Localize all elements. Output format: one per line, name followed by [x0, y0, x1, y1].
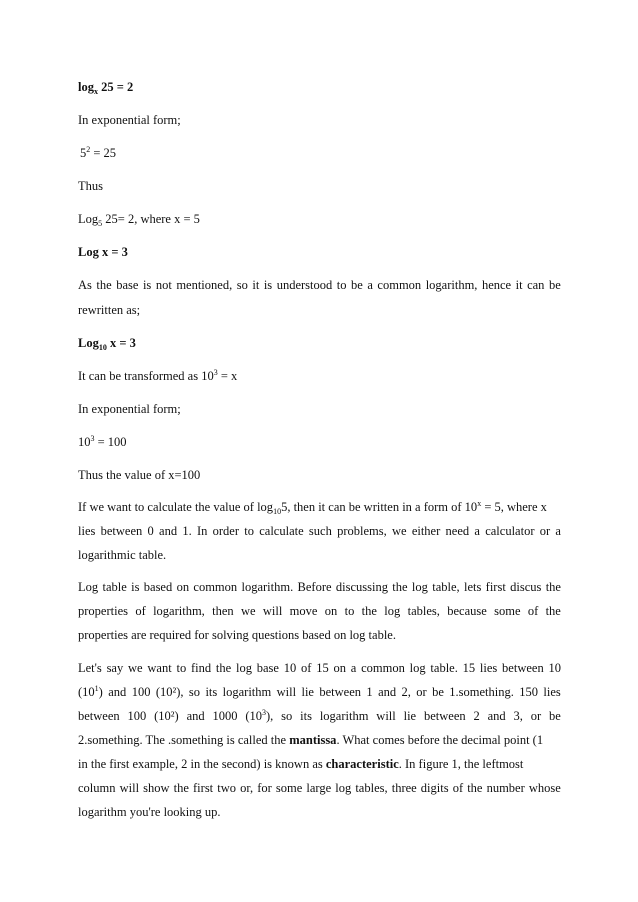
- word: logarithm,: [425, 278, 478, 292]
- word: be: [432, 685, 444, 699]
- word: we: [391, 524, 407, 538]
- word: be: [549, 709, 561, 723]
- word: the: [392, 580, 408, 594]
- word: calculate: [259, 524, 304, 538]
- word: Log: [78, 580, 99, 594]
- word: 2,: [401, 685, 411, 699]
- text-line: Thus the value of x=100: [78, 468, 201, 482]
- word: will: [262, 604, 283, 618]
- word: we: [240, 604, 256, 618]
- word: (10²): [154, 709, 179, 723]
- word: because: [447, 604, 487, 618]
- equation-log5: Log$_5$ 25= 2, where x = 5: [78, 212, 200, 228]
- word: so: [188, 685, 201, 699]
- word: or: [530, 709, 542, 723]
- word: table,: [432, 580, 460, 594]
- word: 150: [519, 685, 539, 699]
- word: first: [485, 580, 506, 594]
- word: 1.something.: [449, 685, 514, 699]
- word: lies: [479, 661, 498, 675]
- word: on: [333, 661, 346, 675]
- word: the: [96, 278, 112, 292]
- word: digits: [420, 781, 449, 795]
- paragraph-line: [78, 524, 561, 539]
- word: common: [377, 278, 422, 292]
- paragraph-line: $(10^1)$ and 100 (10²), so its logarithm will lie between 1 and 2, or be 1.something. 150 lies: [78, 684, 561, 699]
- word: on: [324, 604, 338, 618]
- word: 15: [462, 661, 476, 675]
- word: between: [423, 709, 466, 723]
- word: the: [467, 781, 483, 795]
- word: say: [106, 661, 124, 675]
- word: 10: [283, 661, 297, 675]
- paragraph-line: in the first example, 2 in the second) is known as characteristic. In figure 1, the leftmost: [78, 757, 524, 771]
- word: 1: [366, 685, 373, 699]
- word: 100: [127, 709, 147, 723]
- word: its: [205, 685, 218, 699]
- word: want: [147, 661, 172, 675]
- word: logarithm.: [241, 580, 294, 594]
- paragraph-line: If we want to calculate the value of $\log_{10}5$, then it can be written in a form of $10^x = 5$, where x: [78, 499, 547, 516]
- paragraph-line: logarithmic table.: [78, 548, 167, 562]
- word: 10: [548, 661, 561, 675]
- word: and: [378, 685, 397, 699]
- word: is: [142, 278, 152, 292]
- word: it: [515, 278, 523, 292]
- word: the: [215, 661, 232, 675]
- word: log: [235, 661, 252, 675]
- word: the: [545, 604, 561, 618]
- word: first: [193, 781, 214, 795]
- word: common: [361, 661, 405, 675]
- paragraph-line: properties are required for solving questions based on log table.: [78, 628, 396, 642]
- word: or: [416, 685, 427, 699]
- text-line: Thus: [78, 179, 103, 193]
- word: mentioned,: [176, 278, 233, 292]
- word: (10²),: [155, 685, 184, 699]
- word: either: [411, 524, 441, 538]
- word: 0: [147, 524, 154, 538]
- text-line: It can be transformed as $10^3 = x$: [78, 368, 238, 383]
- word: and: [159, 524, 178, 538]
- paragraph-line: [78, 580, 561, 595]
- word: 1.: [182, 524, 192, 538]
- word: between: [78, 709, 120, 723]
- word: need: [445, 524, 470, 538]
- word: two: [217, 781, 236, 795]
- word: lies: [78, 524, 96, 538]
- word: 15: [316, 661, 329, 675]
- word: between: [319, 685, 362, 699]
- word: of: [301, 661, 312, 675]
- word: not: [155, 278, 172, 292]
- word: some: [494, 604, 521, 618]
- word: tables,: [407, 604, 440, 618]
- word: to: [176, 661, 187, 675]
- word: to: [344, 604, 355, 618]
- word: log: [409, 661, 426, 675]
- word: so: [281, 709, 293, 723]
- word: lets: [463, 580, 482, 594]
- word: and: [487, 709, 506, 723]
- word: discussing: [335, 580, 388, 594]
- word: or: [539, 524, 551, 538]
- equation-log10x3: Log$_{10}$ x = 3: [78, 336, 136, 352]
- word: log: [384, 604, 401, 618]
- word: discus: [510, 580, 542, 594]
- word: will: [276, 685, 297, 699]
- word: 2: [473, 709, 480, 723]
- word: so: [236, 278, 248, 292]
- word: such: [308, 524, 332, 538]
- word: some: [275, 781, 303, 795]
- word: a: [350, 661, 357, 675]
- word: to: [336, 278, 347, 292]
- paragraph-line: logarithm you're looking up.: [78, 805, 221, 819]
- paragraph-line: 2.something. The .something is called the mantissa. What comes before the decimal point (1: [78, 733, 544, 747]
- paragraph-line: [78, 278, 561, 293]
- word: understood: [276, 278, 333, 292]
- word: move: [289, 604, 318, 618]
- word: tables,: [355, 781, 388, 795]
- word: Let's: [78, 661, 102, 675]
- word: find: [190, 661, 212, 675]
- word: hence: [481, 278, 512, 292]
- word: of: [135, 604, 146, 618]
- word: the: [173, 781, 189, 795]
- word: table.: [430, 661, 458, 675]
- text-line: In exponential form;: [78, 402, 181, 416]
- equation-logx3: Log x = 3: [78, 245, 128, 259]
- word: a: [367, 278, 373, 292]
- word: log: [335, 781, 352, 795]
- word: on: [176, 580, 190, 594]
- word: Before: [297, 580, 332, 594]
- word: calculator: [485, 524, 535, 538]
- word: table: [102, 580, 127, 594]
- word: number: [486, 781, 525, 795]
- word: logarithm: [222, 685, 272, 699]
- word: problems,: [337, 524, 387, 538]
- word: lies: [543, 685, 561, 699]
- word: will: [119, 781, 140, 795]
- word: for: [257, 781, 272, 795]
- word: it: [252, 278, 260, 292]
- word: is: [131, 580, 140, 594]
- word: show: [143, 781, 170, 795]
- word: then: [212, 604, 234, 618]
- word: whose: [528, 781, 561, 795]
- word: be: [548, 278, 561, 292]
- word: logarithm,: [153, 604, 205, 618]
- word: base: [256, 661, 279, 675]
- word: and: [108, 685, 127, 699]
- paragraph-line: [78, 604, 561, 619]
- paragraph-line: [78, 709, 561, 724]
- word: can: [527, 278, 545, 292]
- term-characteristic: characteristic: [325, 757, 399, 771]
- word: is: [263, 278, 273, 292]
- paragraph-line: [78, 781, 561, 796]
- word: As: [78, 278, 92, 292]
- word: 3,: [513, 709, 523, 723]
- word: its: [300, 709, 312, 723]
- word: large: [306, 781, 332, 795]
- word: order: [212, 524, 239, 538]
- word: logarithm: [319, 709, 369, 723]
- word: In: [196, 524, 208, 538]
- word: between: [100, 524, 143, 538]
- word: the: [545, 580, 561, 594]
- word: between: [502, 661, 544, 675]
- word: properties: [78, 604, 128, 618]
- word: $(10^3)$,: [245, 708, 274, 723]
- word: lie: [403, 709, 417, 723]
- word: log: [411, 580, 428, 594]
- word: and: [186, 709, 205, 723]
- word: column: [78, 781, 116, 795]
- word: a: [474, 524, 480, 538]
- word: common: [193, 580, 238, 594]
- equation-logx25: $\log_x 25 = 2$: [78, 80, 134, 96]
- paragraph-line: [78, 661, 561, 676]
- word: lie: [301, 685, 314, 699]
- word: to: [244, 524, 254, 538]
- word: 1000: [212, 709, 238, 723]
- word: the: [361, 604, 377, 618]
- equation-5-squared: $5^2 = 25$: [80, 145, 117, 160]
- word: 100: [131, 685, 151, 699]
- equation-10-cubed: $10^3 = 100$: [78, 434, 127, 449]
- word: of: [527, 604, 539, 618]
- word: or,: [240, 781, 254, 795]
- paragraph-line: rewritten as;: [78, 303, 141, 317]
- term-mantissa: mantissa: [289, 733, 337, 747]
- word: of: [452, 781, 464, 795]
- word: be: [351, 278, 363, 292]
- text-line: In exponential form;: [78, 113, 181, 127]
- word: three: [391, 781, 417, 795]
- word: a: [555, 524, 561, 538]
- word: based: [143, 580, 173, 594]
- word: we: [128, 661, 143, 675]
- word: will: [376, 709, 396, 723]
- word: base: [116, 278, 139, 292]
